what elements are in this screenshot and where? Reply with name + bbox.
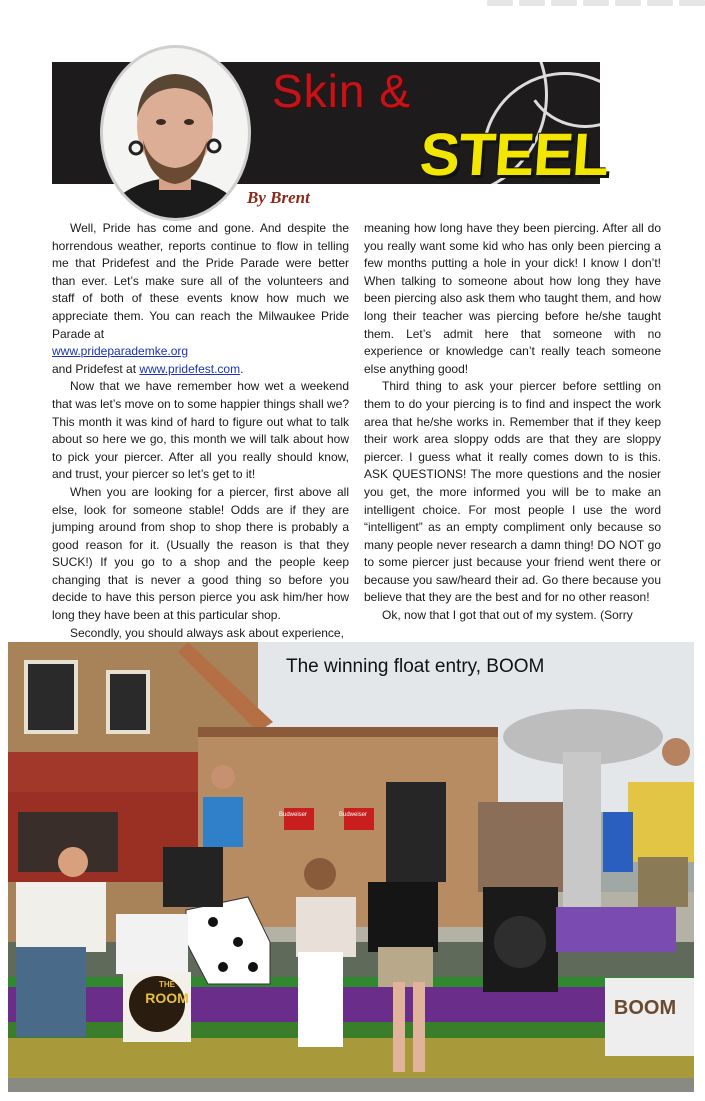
photo-caption: The winning float entry, BOOM	[286, 656, 545, 677]
paragraph-text: .	[240, 361, 244, 376]
pridefest-link[interactable]: www.pridefest.com	[139, 361, 241, 376]
article-column-1	[52, 220, 349, 642]
paragraph-text: and Pridefest at	[52, 361, 140, 376]
top-edge-marks	[475, 0, 705, 8]
boom-sign: BOOM	[613, 997, 677, 1019]
article-column-2	[364, 220, 661, 625]
paragraph	[52, 343, 349, 361]
paragraph: meaning how long have they been piercing. After all do you really want some kid who has only been piercing a few months putting a hole in your dick! I know I don’t! When talking to someone about how long they have been piercing also ask them who taught them, and how long their teacher was piercing before he/she taught them. Let’s admit here that someone with no experience or knowledge can’t really teach someone else anything good!	[364, 221, 661, 376]
paragraph: When you are looking for a piercer, first above all else, look for someone stable! Odds are if they are jumping around from shop to shop there is probably a good reason for it. (Usually the reason is that they SUCK!) If you go to a shop and the people keep changing that is never a good thing so before you decide to have this person pierce you ask him/her how long they have been at this particular shop.	[52, 484, 349, 623]
paragraph	[52, 220, 349, 343]
parade-link[interactable]: www.prideparademke.org	[52, 344, 189, 359]
store-sign-2: Budweiser	[338, 812, 367, 818]
paragraph: Now that we have remember how wet a weekend that was let’s move on to some happier things shall we? This month it was kind of hard to figure out what to talk about so here we go, this month we will talk about how to pick your piercer. After all you really should know, and trust, your piercer so let’s get to it!	[52, 379, 349, 482]
paragraph: Third thing to ask your piercer before settling on them to do your piercing is to find and inspect the work area that he/she works in. Remember that if they keep their work area sloppy odds are that they are sloppy piercer. I guess what it really comes down to is this. ASK QUESTIONS! The more questions and the nosier you get, the more informed you will be to make an intelligent choice. For most people I use the word “intelligent” as an empty compliment only because so many people never research a damn thing! DO NOT go to some piercer just because your friend went there or because you saw/heard their ad. Go there because you believe that they are the best and for no other reason!	[364, 379, 661, 605]
parade-photo	[8, 642, 694, 1092]
column-title-steel: STEEL	[417, 121, 611, 188]
author-portrait	[100, 45, 251, 221]
paragraph	[52, 361, 349, 379]
paragraph: Ok, now that I got that out of my system. (Sorry	[382, 608, 633, 623]
room-sign-top: THE	[159, 980, 175, 989]
room-sign: ROOM	[145, 990, 189, 1006]
parade-illustration	[8, 642, 694, 1092]
store-sign-1: Budweiser	[278, 812, 307, 818]
paragraph-text: Well, Pride has come and gone. And despite the horrendous weather, reports continue to flow in telling me that Pridefest and the Pride Parade were better than ever. Let’s make sure all of the volunteers and staff of both of these events know how much we appreciate them. You can reach the Milwaukee Pride Parade at	[52, 221, 349, 341]
column-title-skin: Skin &	[272, 65, 411, 117]
paragraph: Secondly, you should always ask about experience,	[70, 625, 344, 640]
byline: By Brent	[247, 188, 310, 207]
